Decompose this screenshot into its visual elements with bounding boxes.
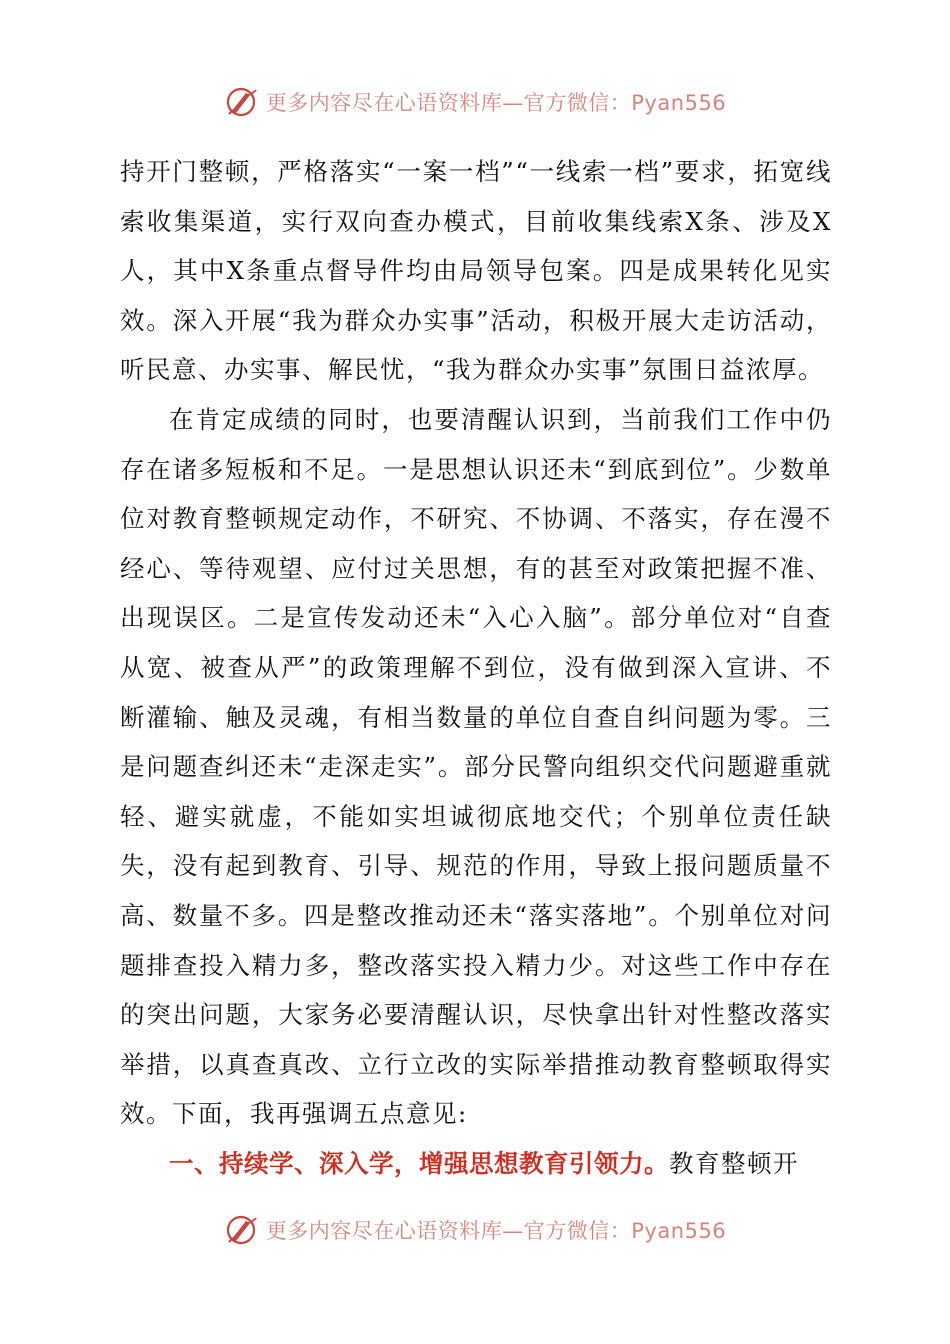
document-body — [120, 147, 832, 1188]
header-watermark — [0, 80, 950, 124]
section-text: 教育整顿开 — [669, 1148, 799, 1178]
paragraph-section-one — [120, 1139, 832, 1189]
paragraph-continued: 持开门整顿，严格落实“一案一档”“一线索一档”要求，拓宽线索收集渠道，实行双向查办模式，目前收集线索X条、涉及X人，其中X条重点督导件均由局领导包案。四是成果转化见实效。深入开展“我为群众办实事”活动，积极开展大走访活动，听民意、办实事、解民忧，“我为群众办实事”氛围日益浓厚。 — [120, 157, 832, 385]
footer-watermark — [0, 1208, 950, 1252]
quill-pen-circle-icon — [224, 1213, 258, 1247]
section-heading: 一、持续学、深入学，增强思想教育引领力。 — [169, 1148, 669, 1178]
quill-pen-circle-icon — [224, 85, 258, 119]
paragraph-shortcomings: 在肯定成绩的同时，也要清醒认识到，当前我们工作中仍存在诸多短板和不足。一是思想认识还未“到底到位”。少数单位对教育整顿规定动作，不研究、不协调、不落实，存在漫不经心、等待观望、应付过关思想，有的甚至对政策把握不准、出现误区。二是宣传发动还未“入心入脑”。部分单位对“自查从宽、被查从严”的政策理解不到位，没有做到深入宣讲、不断灌输、触及灵魂，有相当数量的单位自查自纠问题为零。三是问题查纠还未“走深走实”。部分民警向组织交代问题避重就轻、避实就虚，不能如实坦诚彻底地交代；个别单位责任缺失，没有起到教育、引导、规范的作用，导致上报问题质量不高、数量不多。四是整改推动还未“落实落地”。个别单位对问题排查投入精力多，整改落实投入精力少。对这些工作中存在的突出问题，大家务必要清醒认识，尽快拿出针对性整改落实举措，以真查真改、立行立改的实际举措推动教育整顿取得实效。下面，我再强调五点意见: — [120, 404, 832, 1129]
watermark-text: 更多内容尽在心语资料库—官方微信：Pyan556 — [265, 91, 727, 115]
watermark-text: 更多内容尽在心语资料库—官方微信：Pyan556 — [265, 1219, 727, 1243]
